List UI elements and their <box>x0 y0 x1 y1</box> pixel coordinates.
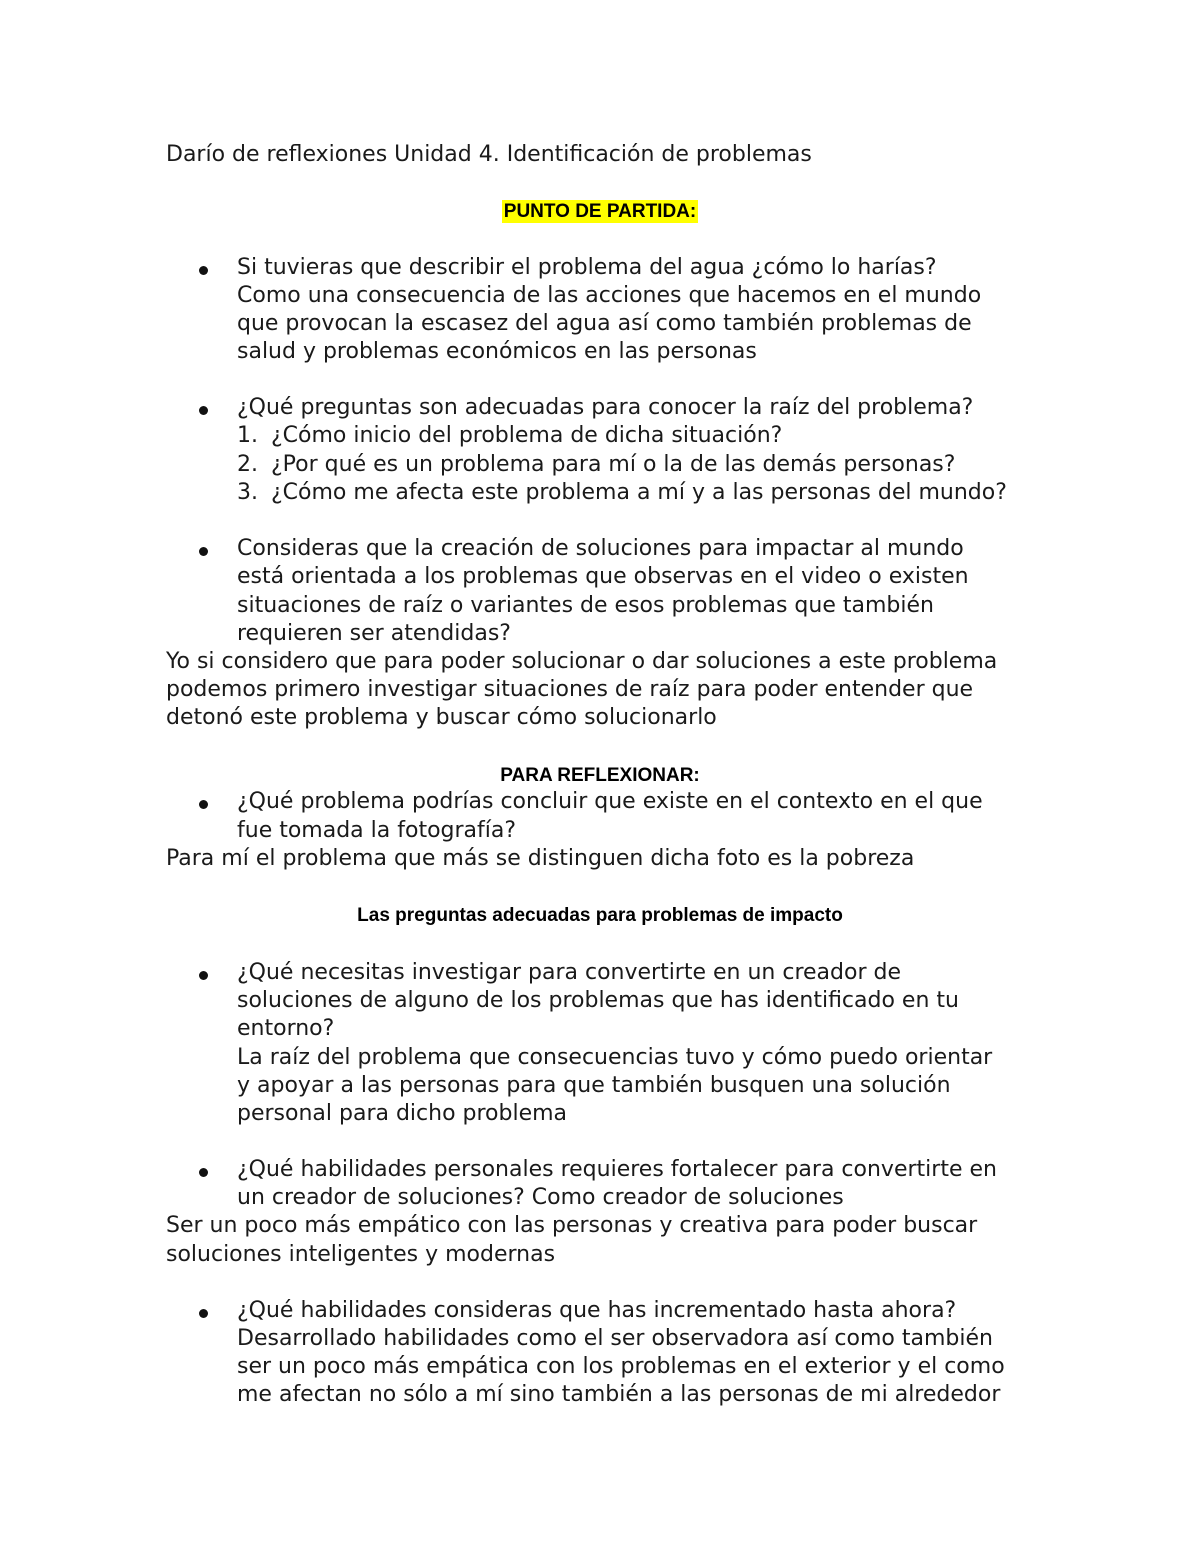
question-line: ¿Qué necesitas investigar para convertirte en un creador de <box>237 960 901 985</box>
answer-line: salud y problemas económicos en las personas <box>237 339 757 364</box>
question-line: Consideras que la creación de soluciones para impactar al mundo <box>237 536 964 561</box>
question-line: fue tomada la fotografía? <box>237 818 517 843</box>
list-item-text: ¿Cómo inicio del problema de dicha situación? <box>271 423 783 448</box>
question-text: ¿Qué habilidades consideras que has incrementado hasta ahora? <box>237 1298 957 1323</box>
answer-line: Para mí el problema que más se distinguen dicha foto es la pobreza <box>166 846 915 871</box>
question-line: situaciones de raíz o variantes de esos problemas que también <box>237 593 934 618</box>
answer-line: y apoyar a las personas para que también busquen una solución <box>237 1073 951 1098</box>
answer-line: Yo si considero que para poder solucionar o dar soluciones a este problema <box>166 649 998 674</box>
question-line: requieren ser atendidas? <box>237 621 511 646</box>
question-line: soluciones de alguno de los problemas que has identificado en tu <box>237 988 959 1013</box>
list-number: 1. <box>237 423 258 448</box>
list-number: 3. <box>237 480 258 505</box>
list-number: 2. <box>237 452 258 477</box>
answer-line: Como una consecuencia de las acciones que hacemos en el mundo <box>237 283 982 308</box>
answer-line: La raíz del problema que consecuencias tuvo y cómo puedo orientar <box>237 1045 993 1070</box>
list-item-text: ¿Cómo me afecta este problema a mí y a las personas del mundo? <box>271 480 1007 505</box>
answer-line: soluciones inteligentes y modernas <box>166 1242 556 1267</box>
document-title: Darío de reflexiones Unidad 4. Identificación de problemas <box>166 142 812 167</box>
section-heading-punto-de-partida <box>0 199 1200 225</box>
question-line: está orientada a los problemas que observas en el video o existen <box>237 564 969 589</box>
question-text: ¿Qué preguntas son adecuadas para conocer la raíz del problema? <box>237 395 974 420</box>
question-line: entorno? <box>237 1016 335 1041</box>
question-line: un creador de soluciones? Como creador de soluciones <box>237 1185 844 1210</box>
question-line: ¿Qué habilidades personales requieres fortalecer para convertirte en <box>237 1157 997 1182</box>
question-text: Si tuvieras que describir el problema del agua ¿cómo lo harías? <box>237 255 937 280</box>
answer-line: detonó este problema y buscar cómo solucionarlo <box>166 705 717 730</box>
answer-line: me afectan no sólo a mí sino también a las personas de mi alrededor <box>237 1382 1001 1407</box>
answer-line: Desarrollado habilidades como el ser observadora así como también <box>237 1326 993 1351</box>
section-heading-preguntas-impacto: Las preguntas adecuadas para problemas de impacto <box>357 905 843 926</box>
answer-line: que provocan la escasez del agua así como también problemas de <box>237 311 972 336</box>
answer-line: ser un poco más empática con los problemas en el exterior y el como <box>237 1354 1005 1379</box>
highlighted-heading-text: PUNTO DE PARTIDA: <box>503 201 697 222</box>
answer-line: personal para dicho problema <box>237 1101 568 1126</box>
answer-line: podemos primero investigar situaciones de raíz para poder entender que <box>166 677 974 702</box>
answer-line: Ser un poco más empático con las personas y creativa para poder buscar <box>166 1213 978 1238</box>
question-line: ¿Qué problema podrías concluir que existe en el contexto en el que <box>237 789 983 814</box>
section-heading-para-reflexionar: PARA REFLEXIONAR: <box>500 765 700 786</box>
list-item-text: ¿Por qué es un problema para mí o la de las demás personas? <box>271 452 956 477</box>
